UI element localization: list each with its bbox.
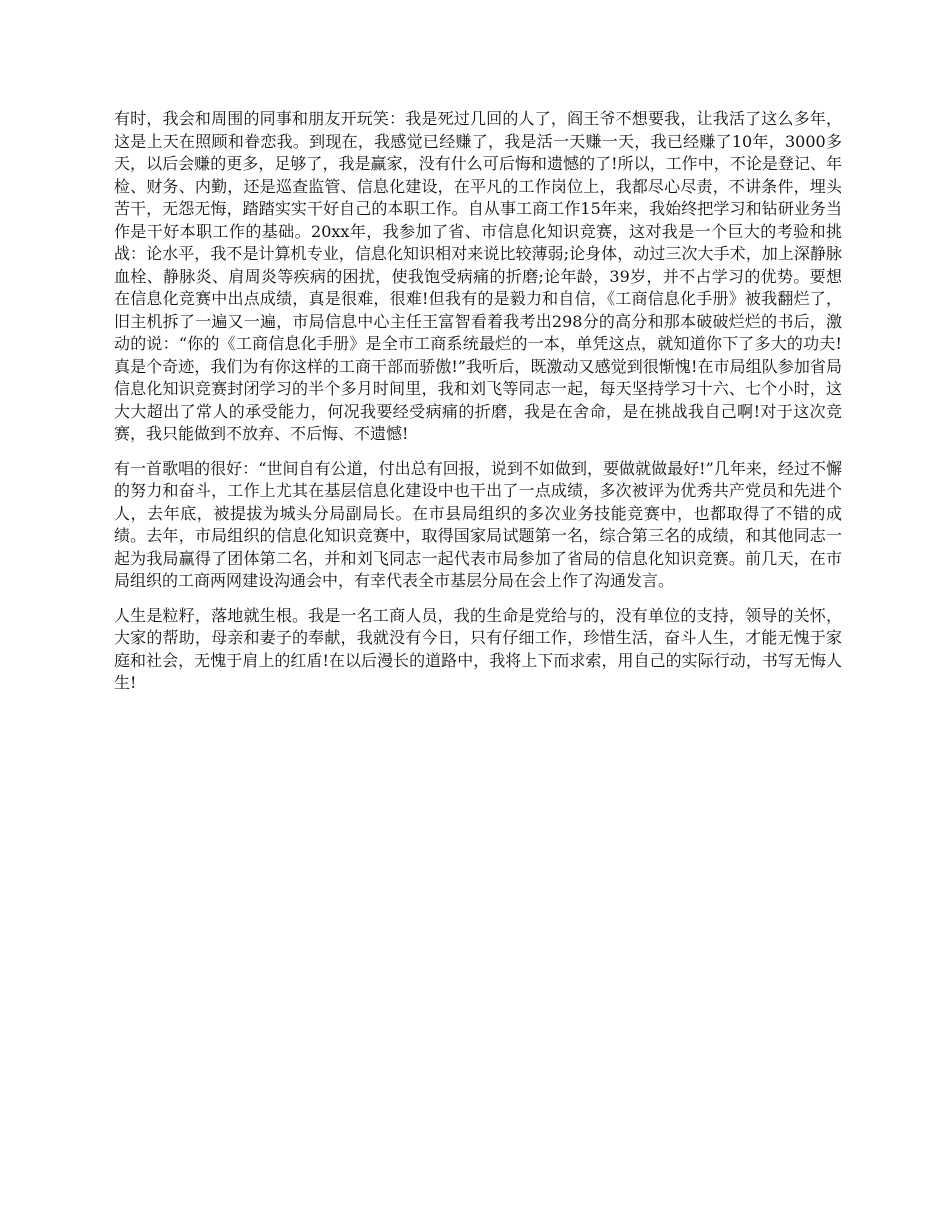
paragraph-2: 有一首歌唱的很好：“世间自有公道，付出总有回报，说到不如做到，要做就做最好!”几年来，经过不懈的努力和奋斗，工作上尤其在基层信息化建设中也干出了一点成绩，多次被评为优秀共产党员和先进个人，去年底，被提拔为城头分局副局长。在市县局组织的多次业务技能竞赛中，也都取得了不错的成绩。去年，市局组织的信息化知识竞赛中，取得国家局试题第一名，综合第三名的成绩，和其他同志一起为我局赢得了团体第二名，并和刘飞同志一起代表市局参加了省局的信息化知识竞赛。前几天，在市局组织的工商两网建设沟通会中，有幸代表全市基层分局在会上作了沟通发言。 (114, 458, 842, 590)
document-body (114, 108, 842, 707)
paragraph-1: 有时，我会和周围的同事和朋友开玩笑：我是死过几回的人了，阎王爷不想要我，让我活了这么多年，这是上天在照顾和眷恋我。到现在，我感觉已经赚了，我是活一天赚一天，我已经赚了10年，3000多天，以后会赚的更多，足够了，我是赢家，没有什么可后悔和遗憾的了!所以，工作中，不论是登记、年检、财务、内勤，还是巡查监管、信息化建设，在平凡的工作岗位上，我都尽心尽责，不讲条件，埋头苦干，无怨无悔，踏踏实实干好自己的本职工作。自从事工商工作15年来，我始终把学习和钻研业务当作是干好本职工作的基础。20xx年，我参加了省、市信息化知识竞赛，这对我是一个巨大的考验和挑战：论水平，我不是计算机专业，信息化知识相对来说比较薄弱;论身体，动过三次大手术，加上深静脉血栓、静脉炎、肩周炎等疾病的困扰，使我饱受病痛的折磨;论年龄，39岁，并不占学习的优势。要想在信息化竞赛中出点成绩，真是很难，很难!但我有的是毅力和自信，《工商信息化手册》被我翻烂了，旧主机拆了一遍又一遍，市局信息中心主任王富智看着我考出298分的高分和那本破破烂烂的书后，激动的说：“你的《工商信息化手册》是全市工商系统最烂的一本，单凭这点，就知道你下了多大的功夫!真是个奇迹，我们为有你这样的工商干部而骄傲!”我听后，既激动又感觉到很惭愧!在市局组队参加省局信息化知识竞赛封闭学习的半个多月时间里，我和刘飞等同志一起，每天坚持学习十六、七个小时，这大大超出了常人的承受能力，何况我要经受病痛的折磨，我是在舍命，是在挑战我自己啊!对于这次竞赛，我只能做到不放弃、不后悔、不遗憾! (114, 109, 842, 443)
paragraph-3: 人生是粒籽，落地就生根。我是一名工商人员，我的生命是党给与的，没有单位的支持，领导的关怀，大家的帮助，母亲和妻子的奉献，我就没有今日，只有仔细工作，珍惜生活，奋斗人生，才能无愧于家庭和社会，无愧于肩上的红盾!在以后漫长的道路中，我将上下而求索，用自己的实际行动，书写无悔人生! (114, 605, 842, 692)
